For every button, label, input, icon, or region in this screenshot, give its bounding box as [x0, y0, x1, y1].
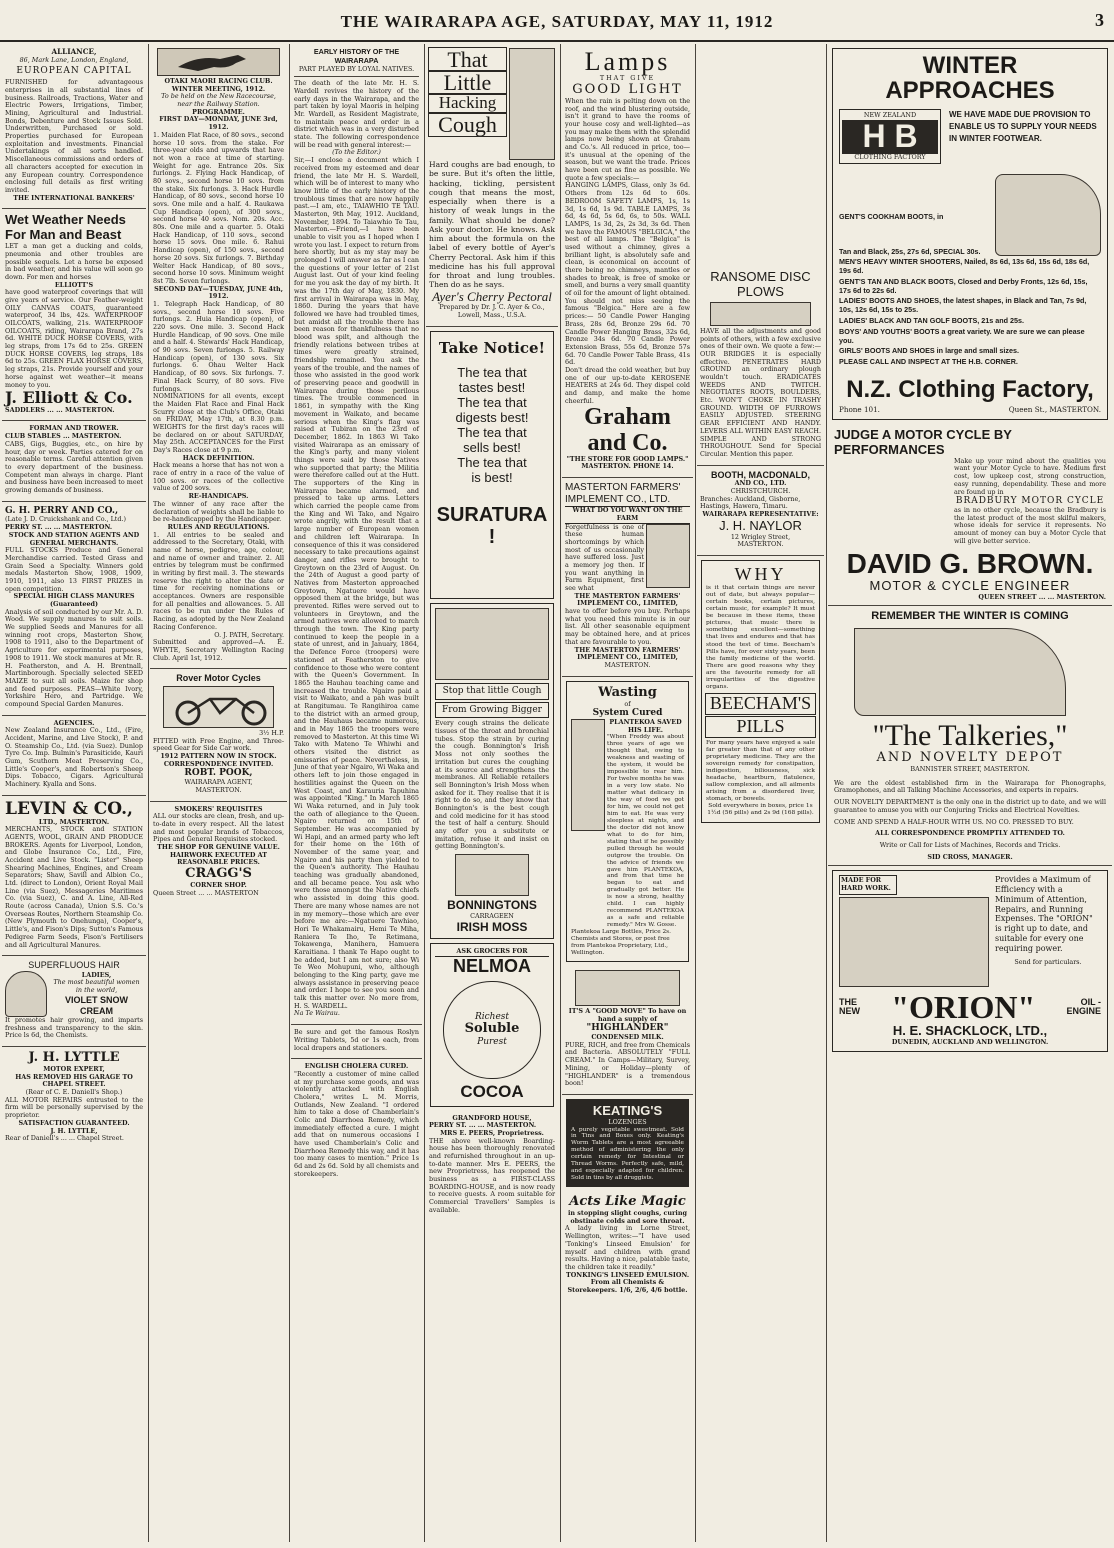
column-rule: [560, 44, 561, 1542]
ayers-brand: Ayer's Cherry Pectoral: [432, 288, 552, 304]
history-article: [291, 44, 422, 1025]
talkeries-write: Write or Call for Lists of Machines, Records and Tricks.: [879, 840, 1061, 849]
farmers-body-2: have to offer before you buy. Perhaps what you need this minute is in our list. All other seasonable equipment may be obtained here, and at prices that are favourable to you.: [565, 607, 690, 646]
agencies-heading: AGENCIES.: [53, 718, 95, 727]
smokers-heading: SMOKERS' REQUISITES: [174, 804, 263, 813]
farmers-firm-2: THE MASTERTON FARMERS' IMPLEMENT CO., LIMITED,: [574, 645, 681, 662]
smokers-shop: THE SHOP FOR GENUINE VALUE.: [157, 843, 280, 852]
gh-perry-body2: Analysis of soil conducted by our Mr. A. D. Wood. We supply manures to suit soils. We supplied Seeds and Manures for all winning root crops, Masterton Show, 1908 to 1911, also to the Department of Agriculture for experimental purposes, 1908 to 1911. We stock manures at Mr. R. H. Featherston, and A. H. Brentnall, Martinborough. Specially selected SEED MAIZE to suit all soils. Maize for shop and feed purposes. PEAS—White Ivory, Yorkshire Hero, and Partridge. We compound Special Garden Manures.: [5, 607, 143, 708]
racing-day2-body: 1. Telegraph Hack Handicap, of 80 sovs., second horse 10 sovs. Five furlongs. 2. Huia Handicap (open), of 220 sovs. One mile. 3. Second Hack Hurdle Handicap, of 90 sovs. One mile and a half. 4. Stewards' Hack Handicap, of 90 sovs. Seven furlongs. 5. Railway Handicap (open), of 130 sovs. Six furlongs. 6. Ohau Welter Hack Handicap, of 80 sovs. Six furlongs. 7. Final Hack Scurry, of 80 sovs. Five furlongs.: [153, 299, 284, 393]
ayers-headline-4: Cough: [429, 113, 506, 136]
orion-firm: H. E. SHACKLOCK, LTD.,: [892, 1023, 1048, 1039]
magic-ad: [562, 1191, 693, 1301]
lamps-kerosene: Don't dread the cold weather, but buy one of our up-to-date KEROSENE HEATERS at 24s 6d. They dispel cold and damp, and make the home cheerful.: [565, 365, 690, 405]
racing-day2: SECOND DAY—TUESDAY, JUNE 4th, 1912.: [154, 284, 283, 301]
beecham-heading: WHY: [734, 564, 787, 585]
lyttle-body: ALL MOTOR REPAIRS entrusted to the firm will be personally supervised by the proprietor.: [5, 1095, 143, 1120]
highlander-brand: "HIGHLANDER": [586, 1023, 669, 1034]
club-stables-sub: CLUB STABLES ... MASTERTON.: [5, 432, 122, 441]
column-rule: [148, 44, 149, 1542]
superfluous-body: It promotes hair growing, and imparts freshness and transparency to the skin. Price ls 6d, the Chemists.: [5, 1016, 143, 1040]
winter-address: Queen St., MASTERTON.: [1008, 405, 1101, 415]
orion-oil: OIL -: [1080, 996, 1101, 1007]
rover-heading: Rover Motor Cycles: [176, 673, 261, 684]
elliott-headline: Wet Weather Needs For Man and Beast: [5, 212, 126, 243]
beecham-ad: [701, 560, 820, 822]
column-rule: [289, 44, 290, 1542]
medicine-bottle-icon: [571, 719, 605, 831]
highlander-ad: [562, 966, 693, 1095]
plantekoa-footer: Plantekoa Large Bottles, Price 2s. Chemists and Stores, or post free from Plantekoa Proprietary, Ltd., Wellington.: [571, 929, 671, 956]
farmers-firm-1: THE MASTERTON FARMERS' IMPLEMENT CO., LIMITED,: [574, 591, 681, 608]
grandford-place: PERRY ST. ... ... MASTERTON.: [429, 1121, 537, 1130]
talkeries-body: We are the oldest established firm in the Wairarapa for Phonographs, Gramophones, and all Talking Machine Accessories, and experts in repairs.: [834, 778, 1106, 795]
booth-rep-name: J. H. NAYLOR: [719, 517, 802, 533]
lyttle-notice: HAS REMOVED HIS GARAGE TO CHAPEL STREET.: [15, 1072, 133, 1089]
rover-ad: [150, 669, 287, 801]
newspaper-title: THE WAIRARAPA AGE, SATURDAY, MAY 11, 1912: [340, 12, 774, 31]
farmers-place: MASTERTON.: [604, 660, 651, 669]
booth-co: AND CO., LTD.: [734, 479, 787, 488]
cholera-article: [291, 1059, 422, 1184]
racing-programme: PROGRAMME.: [192, 107, 245, 116]
hb-logo: [839, 109, 941, 164]
column-4: [426, 44, 558, 1542]
winter-item-3: MEN'S HEAVY WINTER SHOOTERS, Nailed, 8s 6d, 13s 6d, 15s 6d, 18s 6d, 19s 6d.: [839, 257, 1090, 276]
boot-icon: [995, 174, 1101, 256]
racing-nominations: NOMINATIONS for all events, except the Maiden Flat Race and Final Hack Scurry close at the Club's Office, Otaki on FRIDAY, May 17th, at 8.30 p.m. WEIGHTS for the first day's races will be declared on or about SATURDAY, May 25th. ACCEPTANCES for the First Day's Races close at 9 p.m.: [153, 392, 284, 454]
superfluous-heading: SUPERFLUOUS HAIR: [28, 960, 120, 971]
rover-pattern: 1912 PATTERN NOW IN STOCK.: [160, 752, 277, 761]
plantekoa-body: "When Freddy was about three years of age we thought that, owing to weakness and wasting of the system, it would be impossible to rear him. For twelve months he was in a very low state. No matter what delicacy in the way of food we got for him, we could not get him to eat. He was very sleepless at nights, and the doctor did not know what to do for him, stating that if he possibly pulled through he would outgrow the trouble. On the advice of friends we gave him PLANTEKOA, and from that time he began to eat and gradually got better. He is now a strong, healthy child. I can highly recommend PLANTEKOA as a safe and reliable remedy." Mrs W. Gosse.: [607, 734, 684, 929]
nelmoa-brand: NELMOA: [453, 956, 531, 977]
booth-branches: Branches: Auckland, Gisborne, Hastings, Hawera, Timaru.: [700, 494, 801, 511]
winter-item-6: LADIES' BLACK AND TAN GOLF BOOTS, 21s and 25s.: [839, 316, 1025, 326]
gh-perry-late: (Late J. D. Cruickshank and Co., Ltd.): [5, 515, 126, 524]
column-2: [150, 44, 287, 1542]
cholera-body: "Recently a customer of mine called at my purchase some goods, and was violently attacked with English Cholera," writes L. M. Morris, Outlands, New Zealand. "I ordered him to take a dose of Chamberlain's Colic and Diarrhoea Remedy, which immediately effected a cure. I might add that on numerous occasions I have used Chamberlain's Colic and Diarrhoea Remedy this way, and it has too many cases to mention." Price 1s 6d and 2s 6d. Sold by all chemists and storekeepers.: [294, 1069, 419, 1178]
booth-name: BOOTH, MACDONALD,: [711, 469, 810, 480]
booth-city: CHRISTCHURCH.: [730, 487, 791, 496]
man-portrait-icon: [435, 608, 549, 680]
orion-made: MADE FOR HARD WORK.: [839, 875, 897, 894]
motorcycle-icon: [163, 686, 274, 728]
club-stables-body: CABS, Gigs, Buggies, etc., on hire by hour, day or week. Parties catered for on reasonable terms. Careful attention given to every department of the business. Competent man always in charge. Plant and business have been increased to meet growing demands of business.: [5, 439, 143, 494]
lamps-list: HANGING LAMPS, Glass, only 3s 6d. Others from 12s 6d to 60s. BEDROOM SAFETY LAMPS, 1s, 1s 3d, 1s 6d, 1s 9d. TABLE LAMPS, 3s 6d, 4s 6d, 5s 6d, 6s, to 50s. WALL LAMPS, 1s 3d, 2s, 2s 3d, 3s 6d. Then we have the FAMOUS "BELGICA," the best of all lamps. The "Belgica" is used without a chimney, gives a brilliant light, is absolutely safe and clean, is economical on account of there being no chimneys, mantles or shades to break, is free of smoke or smell, and burns a very small quantity of oil for the amount of light obtained. You should not miss seeing the famous "Belgica." Here are a few prices:— 50 Candle Power Hanging Brass, 28s 6d, Bronze 29s 6d. 70 Candle Power Hanging Brass, 32s 6d, Bronze 34s 6d. 70 Candle Power Extension Brass, 55s 6d, Bronze 57s 6d. 70 Candle Power Table Brass, 41s 6d.: [565, 181, 690, 367]
history-footer-note: Na Te Wairau.: [294, 1009, 340, 1018]
gh-perry-ad: [2, 502, 146, 716]
superfluous-tagline: The most beautiful women in the world,: [53, 978, 140, 995]
history-headline: EARLY HISTORY OF THE WAIRARAPA: [313, 47, 400, 65]
superfluous-sub: LADIES,: [81, 970, 112, 979]
smokers-body: ALL our stocks are clean, fresh, and up-to-date in every respect. All the latest and most popular brands of Tobaccos, Pipes and General Requisites stocked.: [153, 812, 284, 844]
lyttle-trade: MOTOR EXPERT,: [43, 1065, 105, 1074]
woman-portrait-icon: [5, 971, 47, 1017]
club-stables-heading: FORMAN AND TROWER.: [29, 424, 119, 433]
history-to-editor: (To the Editor.): [332, 148, 381, 157]
winter-item-9: PLEASE CALL AND INSPECT AT THE H.B. CORNER.: [839, 357, 1018, 367]
beecham-body-2: For many years have enjoyed a sale far greater than that of any other proprietary medicine. They are the sovereign remedy for constipation, indigestion, biliousness, sick headache, heartburn, flatulence, sallow complexion, and all ailments arising from a disordered liver, stomach, or bowels.: [706, 739, 815, 803]
column-7: [828, 44, 1112, 1542]
plantekoa-heading-1: Wasting: [598, 684, 657, 700]
page-number: 3: [1095, 10, 1104, 30]
oil-engine-icon: [839, 897, 989, 987]
smokers-name: CRAGG'S: [185, 866, 252, 882]
ayers-maker: Prepared by Dr. J. C. Ayer & Co., Lowell, Mass., U.S.A.: [439, 303, 545, 320]
orion-send: Send for particulars.: [1014, 958, 1082, 967]
column-6: [697, 44, 824, 1542]
winter-intro: WE HAVE MADE DUE PROVISION TO ENABLE US TO SUPPLY YOUR NEEDS IN WINTER FOOTWEAR.: [949, 110, 1097, 144]
ransome-disc-ad: [697, 266, 824, 466]
smokers-corner: CORNER SHOP.: [190, 881, 247, 890]
pointing-man-icon: [646, 524, 690, 588]
keatings-body: A purely vegetable sweetmeat. Sold in Tins and Boxes only. Keating's Worm Tablets are a most agreeable method of administering the only certain remedy for Intestinal or Thread Worms. Perfectly safe, mild, and especially adapted for children. Sold in tins by all druggists.: [571, 1126, 684, 1182]
nelmoa-ad: [430, 943, 554, 1106]
talkeries-novelty: OUR NOVELTY DEPARTMENT is the only one in the district up to date, and we will guarantee to amuse you with our Conjuring Tricks and Electrical Novelties.: [834, 798, 1106, 814]
orion-new: NEW: [839, 1006, 860, 1017]
plantekoa-ad: [566, 681, 689, 962]
nelmoa-ask: ASK GROCERS FOR: [435, 948, 549, 957]
highlander-body: PURE, RICH, and free from Chemicals and Bacteria. ABSOLUTELY "FULL CREAM." In Camps—Military, Survey, Mining, or Holiday—plenty of "HIGHLANDER" is a tremendous boon!: [565, 1040, 691, 1088]
nelmoa-seal: [443, 981, 541, 1079]
lamps-headline: Lamps: [584, 47, 671, 76]
alliance-footer: THE INTERNATIONAL BANKERS': [13, 193, 135, 202]
column-1: [2, 44, 146, 1542]
grandford-heading: GRANDFORD HOUSE,: [452, 1113, 532, 1122]
bradbury-ad: [828, 424, 1112, 607]
winter-item-5: LADIES' BOOTS AND SHOES, the latest shapes, in Black and Tan, 7s 9d, 10s, 12s 6d, 15s to 25s.: [839, 296, 1087, 315]
racing-rules: RULES AND REGULATIONS.: [167, 522, 270, 531]
gramophone-icon: [854, 628, 1066, 716]
racing-day1: FIRST DAY—MONDAY, JUNE 3rd, 1912.: [159, 115, 278, 132]
bonningtons-body: Every cough strains the delicate tissues of the throat and bronchial tubes. Stop the strain by curing the cough. Bonnington's Irish Moss not only soothes the irritation but cures the coughing at its source and strengthens the membranes. All Reliable retailers sell Bonnington's Irish Moss when asked for it. They realise that it is right to do so, and they know that Bonnington's is the best cough and cold medicine for it has stood the test of half a century. Should any offer you a substitute or imitation, refuse it and insist on getting Bonnington's.: [435, 719, 549, 851]
winter-approaches-ad: [832, 48, 1108, 420]
winter-firm: N.Z. Clothing Factory,: [846, 375, 1094, 403]
grandford-ad: [426, 1111, 558, 1221]
motorcycle-name: DAVID G. BROWN.: [846, 548, 1094, 580]
beecham-footer: Sold everywhere in boxes, price 1s 1½d (56 pills) and 2s 9d (168 pills).: [707, 803, 814, 817]
booth-rep: WAIRARAPA REPRESENTATIVE:: [702, 510, 819, 519]
farmers-ad: [562, 478, 693, 676]
lyttle-footer: Rear of Daniell's ... ... Chapel Street.: [5, 1134, 124, 1143]
hb-logo-line-2: H B: [842, 120, 938, 154]
keatings-brand: KEATING'S: [592, 1102, 663, 1118]
racing-rehandicaps: RE-HANDICAPS.: [188, 492, 249, 501]
gh-perry-special: SPECIAL HIGH CLASS MANURES (Guaranteed): [13, 592, 135, 609]
levin-ltd: LTD., MASTERTON.: [38, 817, 110, 826]
lamps-sub-2: GOOD LIGHT: [572, 81, 683, 97]
levin-name: LEVIN & CO.,: [5, 798, 133, 819]
motorcycle-body-2: as in no other cycle, because the Bradbury is the latest product of the most skilful makers, whose ideals for service it represents. No amount of money can buy a Motor Cycle that will give better service.: [954, 506, 1106, 545]
rosbyn-ad: [291, 1025, 422, 1059]
plantekoa-heading-2: of: [624, 699, 631, 708]
gh-perry-name: G. H. PERRY AND CO.,: [5, 505, 119, 516]
suratura-line-4: digests best!: [455, 410, 529, 426]
highlander-product: CONDENSED MILK.: [591, 1033, 664, 1042]
elliott-name: ELLIOTT'S: [54, 280, 94, 289]
hb-logo-line-1: NEW ZEALAND: [863, 111, 917, 120]
disc-plow-icon: [710, 302, 811, 326]
alliance-address: 86, Mark Lane, London, England,: [19, 55, 129, 64]
highlander-couple-icon: [575, 970, 680, 1006]
agencies-body: New Zealand Insurance Co., Ltd., (Fire, Accident, Marine, and Live Stock), P. and O. Steamship Co., Ltd. (via Suez). Dunlop Tyre Co. Imp. Bulmin's Parasiticide, Kauri Gum, Scuthorn Meat Preserving Co., Little's Cooper's, and Robertson's Sheep Dips. Tobacco, Cigars. Agricultural Machinery. Kyalla and Sons.: [5, 726, 143, 789]
farmers-body: Forgetfulness is one of these human shortcomings by which most of us occasionally have suffered loss. Just a memory jog then. If you want anything in Farm Equipment, first see what: [565, 522, 644, 593]
highlander-tag: IT'S A "GOOD MOVE" To have on hand a supply of: [568, 1006, 687, 1023]
lamps-tag: "THE STORE FOR GOOD LAMPS." MASTERTON. PHONE 14.: [566, 454, 689, 471]
talkeries-ad: [828, 606, 1112, 866]
ayers-headline-3: Hacking: [429, 94, 506, 113]
column-rule: [695, 44, 696, 1542]
talkeries-brand: "The Talkeries,": [872, 718, 1068, 752]
lyttle-guarantee: SATISFACTION GUARANTEED.: [18, 1118, 130, 1127]
winter-item-4: GENT'S TAN AND BLACK BOOTS, Closed and Derby Fronts, 12s 6d, 15s, 17s 6d to 22s 6d.: [839, 276, 1088, 295]
racing-hack-body: Hack means a horse that has not won a race of entry in a race of the value of 100 sovs. or races of the collective value of 200 sovs.: [153, 461, 284, 493]
talkeries-correspondence: ALL CORRESPONDENCE PROMPTLY ATTENDED TO.: [875, 829, 1065, 838]
bonningtons-tag-2: From Growing Bigger: [435, 702, 549, 719]
bonningtons-brand-3: IRISH MOSS: [456, 919, 528, 934]
lamps-sub-1: THAT GIVE: [599, 74, 656, 83]
keatings-ad: [566, 1099, 689, 1187]
bonningtons-tag-1: Stop that little Cough: [435, 683, 549, 700]
farmers-tag: WHAT DO YOU WANT ON THE FARM: [565, 506, 690, 523]
gh-perry-title: STOCK AND STATION AGENTS AND GENERAL MERCHANTS.: [8, 530, 140, 547]
rover-place: MASTERTON.: [195, 785, 242, 794]
gh-perry-place: PERRY ST. ... ... MASTERTON.: [5, 523, 113, 532]
booth-rep-address: 12 Wrigley Street,: [730, 532, 791, 541]
nelmoa-cocoa: COCOA: [460, 1081, 524, 1101]
plantekoa-sub: PLANTEKOA SAVED HIS LIFE.: [609, 718, 682, 734]
suratura-ad: [430, 331, 554, 599]
history-intro: The death of the late Mr. H. S. Wardell revives the history of the early days in the Wairarapa, and the part taken by loyal Maoris in helping Mr. Wardell, as Resident Magistrate, to maintain peace and order in a district which was in a very disturbed state. The following correspondence will be read with general interest:—: [294, 79, 419, 149]
elliott-ad: [2, 209, 146, 421]
superfluous-hair-ad: [2, 956, 146, 1047]
suratura-line-6: sells best!: [463, 440, 521, 455]
racing-club-name: OTAKI MAORI RACING CLUB.: [164, 77, 273, 85]
magic-sub: in stopping slight coughs, curing obstinate colds and sore throat.: [568, 1209, 687, 1225]
racing-sign: O. J. PATH, Secretary.: [214, 630, 284, 639]
column-3: [291, 44, 422, 1542]
booth-place: MASTERTON.: [737, 540, 784, 549]
bonningtons-brand-2: CARRAGEEN: [470, 911, 514, 920]
nelmoa-line-2: Soluble: [464, 1021, 520, 1037]
cholera-heading: ENGLISH CHOLERA CURED.: [304, 1062, 409, 1071]
superfluous-product: VIOLET SNOW CREAM: [65, 994, 128, 1016]
suratura-line-3: The tea that: [457, 395, 527, 411]
keatings-sub: LOZENGES: [608, 1117, 647, 1126]
talkeries-come: COME AND SPEND A HALF-HOUR WITH US. NO CO. PRESSED TO BUY.: [834, 817, 1074, 826]
suratura-heading: Take Notice!: [438, 338, 546, 357]
magic-headline: Acts Like Magic: [569, 1194, 686, 1210]
winter-item-7: BOYS' AND YOUTHS' BOOTS a great variety. We are sure we can please you.: [839, 326, 1085, 345]
levin-body: MERCHANTS, STOCK and STATION AGENTS, WOOL, GRAIN AND PRODUCE BROKERS. Agents for Liverpool, London, and Globe Insurance Co., Ltd., Fire, Accident and Live Stock. "Lister" Sheep Shearing Machines, Engines, and Cream Separators; Shaw, Savill and Albion Co., Ltd. (direct to London), Orient Royal Mail Line (via Suez), Messageries Maritimes Co. (via Suez), C. and A. Line, All-Red Route (across Canada), Union S.S. Co.'s Overseas Routes, Northern Steamship Co. (New Plymouth to Onehunga), Cooper's, Little's, and Fison's Dips; Sutton's Famous Pedigree Farm Seeds, Fison's Fertilisers and all Agricultural Manures.: [5, 825, 143, 949]
racing-hack-definition: HACK DEFINITION.: [182, 453, 255, 462]
motorcycle-body: Make up your mind about the qualities you want your Motor Cycle to have. Medium first cost, low upkeep cost, strong construction, easy running, dependability. These and more are found up in: [954, 456, 1106, 496]
motorcycle-brand: BRADBURY MOTOR CYCLE: [955, 496, 1105, 507]
plantekoa-heading-3: System Cured: [592, 708, 663, 719]
lamps-firm: Graham and Co.: [584, 404, 671, 456]
magic-body: A lady living in Lorne Street, Wellington, writes:—"I have used 'Tonking's Linseed Emulsion' for myself and children with grand results. Having a nice, palatable taste, the children take it readily.": [565, 1224, 691, 1271]
history-letter: Sir,—I enclose a document which I received from my esteemed and dear friend, the late Mr H. S. Wardell, which will be of interest to many who know little of the early history of the troublous times that are now happily past.—I am, etc., TAIAWHIO TE TAU. Masterton, 9th May, 1912. Auckland, November, 1894. To Taiawhio Te Tau, Masterton.—Friend,—I have been unable to visit you as I hoped when I wrote you last. I expect to return from here shortly, but as my stay may be prolonged I will answer as far as I can the questions of your letter of 21st August last. Out of your kind feeling for me you ask the day of my birth. It was the 17th day of May, 1830. My first arrival in Wairarapa was in May, 1860. During the years that have followed we have had troubled times, but amidst all the trouble there has been reason for thankfulness that no blood was spilt, and although the friendly relations between tribes at times were greatly strained, friendship remained. You ask the years of the trouble, and the names of those who assisted in the good work of preserving peace and goodwill in Wairarapa during those perilous times. The trouble commenced in 1861, in sympathy with the King movement in Waikato, and became serious when the King's flag was raised at Tubiran on the 23rd of December, 1862. In 1863 Wi Tako visited Wairarapa as an emissary of the King's party, and many violent things were said by those Natives who supported that party; the Militia were therefore called out at the Hutt. The supporters of the King in Wairarapa became alarmed, and pressed to take up arms. Letters which carried the people came from the King and Wi Tako, and Ngairo wrote angrily, with the result that a large number of European women and children left Wairarapa. In consequence of this it was considered necessary to take precautions against danger, and rifles were brought to Greytown on the 23rd of August. On the 24th of August a good party of Natives from Masterton approached Greytown, Ngatuere would have opposed them at the bridge, but was prevented. Rifles were served out to volunteers in Greytown, and the armed natives were allowed to march through the town. The King party continued to keep the people in a state of unrest, and in January, 1864, the Defence Force (troopers) were stationed at Featherston to give confidence to those who were content with the Queen's Government. In 1865 the Hauhau teaching came and increased the trouble. Ngairo paid a visit to Waikato, and a pah was built at Rangitumau. Te Rangihiroa came to the district with an armed group, and the Hauhaus became numerous, and in May 1865 the troopers were removed to Masterton. At this time Wi Tako with Mateno Te Whiwhi and others visited the district as emissaries of peace. Nevertheless, in June of that year Ngairo, Wi Waka and others left to join those engaged in hostilities against the Queen on the West Coast, and Karauria Tapuhina was appointed "King." In March 1865 Wi Waka returned, and in July took the oath of allegiance to the Queen. Ngairo returned on 15th of September. He was accompanied by Wi Hapi, and an armed party who left for their home on the 16th of November of the same year, and Ngairo and his party then yielded to the Queen's authority. The Hauhau teaching was gradually abandoned, and all became peace. You ask who were those amongst the Native chiefs who assisted in doing this good. There are many whose names are not in my memory—those which are ever before me are:—Ngatuere Tawhiao, Hori Te Whakamairu, Hemi Te Miha, Raniera Te Iho, Te Retimana, Tokawenga, Manihera, Hamuera Karaitiana. I thank Te Hapo ought to be added, but I am not sure; also Wi Te Weo Mohupuni, who, although belonging to the King party, gave me always assistance in preserving peace and order. I hope to see you soon and talk this matter over. No more from, H. S. WARDELL.: [294, 156, 419, 1010]
elliott-trade: SADDLERS ... ... MASTERTON.: [5, 405, 115, 414]
talkeries-manager: SID CROSS, MANAGER.: [927, 852, 1013, 861]
disc-headline: RANSOME DISC PLOWS: [710, 269, 811, 299]
rover-agent-title: WAIRARAPA AGENT,: [184, 778, 253, 787]
beecham-brand: BEECHAM'S: [706, 694, 815, 714]
suratura-line-8: is best!: [471, 469, 513, 485]
lyttle-sign: J. H. LYTTLE,: [50, 1126, 98, 1135]
column-rule: [826, 44, 827, 1542]
winter-headline: WINTER APPROACHES: [885, 52, 1055, 105]
motorcycle-title: MOTOR & CYCLE ENGINEER: [869, 577, 1071, 593]
alliance-capital: EUROPEAN CAPITAL: [16, 66, 132, 77]
talkeries-headline: REMEMBER THE WINTER IS COMING: [871, 610, 1069, 623]
booth-macdonald-ad: [697, 466, 824, 557]
beecham-body: is it that certain things are never out of date, but always popular—certain books, certain pictures, certain music, for example? It must be because in these items, these pictures, that music there is something excellent—something that lives and endures and that has stood the test of time. Beecham's Pills have, for over sixty years, been the family medicine of the world. There are good reasons why they are the favourite remedy for all irregularities of the digestive organs.: [706, 584, 815, 690]
suratura-line-5: The tea that: [457, 425, 527, 441]
gh-perry-body: FULL STOCKS Produce and General Merchandise carried. Tested Grass and Grain Seed a Specialty. Winners gold medals Masterton Show, 1908, 1909, 1910, 1911, also 13 FIRST PRIZES in open competition.: [5, 546, 143, 593]
column-5: [562, 44, 693, 1542]
elliott-body: LET a man get a ducking and colds, pneumonia and other troubles are possible sequels. Let a horse be exposed in bad weather, and his value will soon go down. For men and horses: [5, 242, 143, 281]
suratura-line-1: The tea that: [457, 365, 527, 381]
nelmoa-line-3: Purest: [477, 1037, 507, 1048]
winter-item-8: GIRLS' BOOTS AND SHOES in large and small sizes.: [839, 346, 1019, 356]
orion-engine: ENGINE: [1066, 1006, 1101, 1017]
woman-coughing-icon: [509, 48, 555, 160]
grandford-body: THE above well-known Boarding-house has been thoroughly renovated and refurnished throughout in an up-to-date manner. Mrs E. PEERS, the new Proprietress, has reopened the business as a FIRST-CLASS BOARDING-HOUSE, and is now ready to receive guests. A room suitable for Commercial Travellers' Samples is available.: [429, 1136, 555, 1214]
racing-rules-body: 1. All entries to be sealed and addressed to the Secretary, Otaki, with name of horse, pedigree, age, colour, and name of owner and trainer. 2. All entries by telegram must be confirmed in writing by first mail. 3. The stewards reserve the right to alter the date or time for receiving nominations or acceptances. Owners are responsible for all penalties and allowances. 5. All races to be run under the Rules of Racing, as adopted by the New Zealand Racing Conference.: [153, 530, 284, 631]
racing-submitted: Submitted and approved—A. E. WHYTE, Secretary Wellington Racing Club. April 1st, 1912.: [153, 638, 284, 662]
moss-package-icon: [455, 854, 529, 896]
racehorse-icon: [157, 48, 280, 76]
column-rule: [424, 44, 425, 1542]
orion-cities: DUNEDIN, AUCKLAND AND WELLINGTON.: [891, 1038, 1049, 1047]
lyttle-name: J. H. LYTTLE: [28, 1050, 120, 1066]
smokers-footer: Queen Street ... ... MASTERTON: [153, 888, 259, 897]
suratura-line-7: The tea that: [457, 454, 527, 470]
alliance-ad: [2, 44, 146, 209]
beecham-brand-2: PILLS: [706, 717, 815, 737]
history-subhead: PART PLAYED BY LOYAL NATIVES.: [298, 64, 415, 73]
racing-day1-body: 1. Maiden Flat Race, of 80 sovs., second horse 10 sovs. from the stake. For three-year olds and upwards that have not won a race at time of starting. Weight for age. Entrance 20s. Six furlongs. 2. Flying Hack Handicap, of 80 sovs., second horse 10 sovs. from the stake. Six furlongs. 3. Hack Hurdle Handicap, of 80 sovs., second horse 10 sovs. One mile and a half. 4. Raukawa Cup Handicap (open), of 300 sovs., second horse 40 sovs. Nom. 20s. Acc. 80s. One mile and a quarter. 5. Otaki Hack Handicap, of 110 sovs., second horse 15 sovs. One mile. 6. Rahui Handicap (open), of 150 sovs., second horse 20 sovs. Six furlongs. 7. Birthday Welter Hack Handicap, of 80 sovs., second horse 10 sovs. Minimum weight 8st 7lb. Seven furlongs.: [153, 130, 284, 285]
hb-logo-line-3: CLOTHING FACTORY: [854, 152, 926, 161]
lyttle-ad: [2, 1047, 146, 1149]
winter-item-2: Tan and Black, 25s, 27s 6d, SPECIAL 30s.: [839, 246, 981, 256]
winter-item-1: GENT'S COOKHAM BOOTS, in: [839, 211, 944, 221]
rover-agent: ROBT. POOK,: [184, 768, 253, 779]
ayers-ad: [426, 44, 558, 327]
talkeries-address: BANNISTER STREET, MASTERTON.: [910, 765, 1030, 774]
lamps-body: When the rain is pelting down on the roof, and the wind blustering outside, isn't it grand to have the rooms of your house cosy and well-lighted—as you may make them with the splendid lamps now being shown at Graham and Co.'s. All reduced in price, too—it's unusual at the opening of the season, but we want the trade. Prices have been cut as fine as possible. We quote a few specials:—: [565, 96, 690, 182]
orion-the: THE: [839, 996, 857, 1007]
agencies-ad: [2, 716, 146, 796]
racing-note: To be held on the New Racecourse, near the Railway Station.: [161, 92, 276, 109]
disc-body: HAVE all the adjustments and good points of others, with a few exclusive ones of their own. We quote a few:— OUR BRIDGES it is especially effective. PENETRATES HARD GROUND an ordinary plough wouldn't touch. ERADICATES WEEDS AND TWITCH. NEGOTIATES ROOTS, BOULDERS, Etc. WON'T CHOKE IN TRASHY GROUND. WIDTH OF FURROWS EASILY ADJUSTED. STEERING GEAR EFFICIENT AND HANDY. LEVERS ALL WITHIN EASY REACH. SIMPLE AND STRONG THROUGHOUT. Send for Special Circular. Mention this paper.: [700, 326, 821, 458]
racing-rehandicaps-body: The winner of any race after the declaration of weights shall be liable to be re-handicapped by the Handicapper.: [153, 499, 284, 524]
suratura-line-2: tastes best!: [458, 380, 526, 396]
alliance-name: ALLIANCE,: [51, 47, 97, 56]
racing-meeting: WINTER MEETING, 1912.: [171, 84, 266, 93]
rover-body: FITTED with Free Engine, and Three-speed Gear for Side Car work.: [153, 736, 284, 753]
farmers-heading: MASTERTON FARMERS' IMPLEMENT CO., LTD.: [565, 482, 681, 506]
elliott-items: have good waterproof coverings that will give years of service. Our Feather-weight OILY CANVAS COATS, guaranteed waterproof, 34 lbs, 42s. WATERPROOF OILCOATS, walking, 21s. WATERPROOF OILCOATS, riding, Wairarapa Brand, 27s 6d. WHITE DUCK HORSE COVERS, with leg straps, from 17s 6d to 25s. GREEN DUCK HORSE COVERS, leg straps, 18s 6d to 25s. GREEN FLAX HORSE COVERS, leg straps, 21s. Provide yourself and your horse against wet weather—it means money to you.: [5, 288, 143, 389]
motorcycle-headline: JUDGE A MOTOR CYCLE BY PERFORMANCES: [834, 426, 1012, 457]
smokers-ad: [150, 802, 287, 904]
rosbyn-body: Be sure and get the famous Roslyn Writing Tablets, 5d or 1s each, from local drapers and stationers.: [294, 1028, 419, 1052]
orion-brand: "ORION": [891, 988, 1036, 1025]
orion-engine-ad: [832, 870, 1108, 1052]
grandford-owner: MRS E. PEERS, Proprietress.: [440, 1128, 544, 1137]
nelmoa-line-1: Richest: [474, 1011, 510, 1022]
smokers-hair: HAIRWORK EXECUTED AT REASONABLE PRICES.: [169, 850, 268, 867]
winter-phone: Phone 101.: [839, 405, 880, 415]
ayers-body: Hard coughs are bad enough, to be sure. But it's often the little, hacking, tickling, persistent cough that means the most, especially when there is a history of weak lungs in the family. What should be done? Ask your doctor. He knows. Ask him about the formula on the label of every bottle of Ayer's Cherry Pectoral. Ask him if this medicine has his full approval for throat and lung troubles. Then do as he says.: [429, 160, 555, 290]
magic-footer: TONKING'S LINSEED EMULSION. From all Chemists & Storekeepers. 1/6, 2/6, 4/6 bottle.: [565, 1270, 690, 1294]
lamps-ad: [562, 44, 693, 478]
racing-club-ad: [150, 44, 287, 669]
lyttle-address: (Rear of C. E. Daniell's Shop.): [25, 1088, 123, 1097]
bonningtons-brand-1: BONNINGTONS: [447, 898, 537, 913]
bonningtons-ad: [430, 603, 554, 940]
suratura-brand: SURATURA !: [436, 503, 548, 548]
alliance-body: FURNISHED for advantageous enterprises in all substantial lines of business. Railroads, Tractions, Water and Electric Powers, Irrigations, Timber, Mining, Agricultural and Industrial. Bonds, Debenture and Stock Issues Sold. Underwritten, Purchased or sold. Properties purchased for European exploitation and investments. Financial Undertakings of all sorts handled. Miscellaneous commissions and orders of all characters accepted for execution in any European country. Correspondence enclosing full details as first writing invited.: [5, 78, 143, 194]
levin-ad: [2, 796, 146, 956]
talkeries-sub: AND NOVELTY DEPOT: [876, 750, 1064, 766]
ayers-headline-2: Little: [429, 71, 506, 94]
club-stables-ad: [2, 421, 146, 501]
ayers-headline-1: That: [429, 48, 506, 71]
orion-body: Provides a Maximum of Efficiency with a Minimum of Attention, Repairs, and Running Expenses. The "ORION" is right up to date, and suitable for every one requiring power.: [995, 875, 1093, 953]
rover-correspondence: CORRESPONDENCE INVITED.: [163, 759, 274, 768]
elliott-firm: J. Elliott & Co.: [5, 388, 133, 408]
masthead: [0, 0, 1114, 42]
rover-hp: 3½ H.P.: [259, 729, 284, 738]
motorcycle-place: QUEEN STREET ... ... MASTERTON.: [978, 592, 1106, 601]
